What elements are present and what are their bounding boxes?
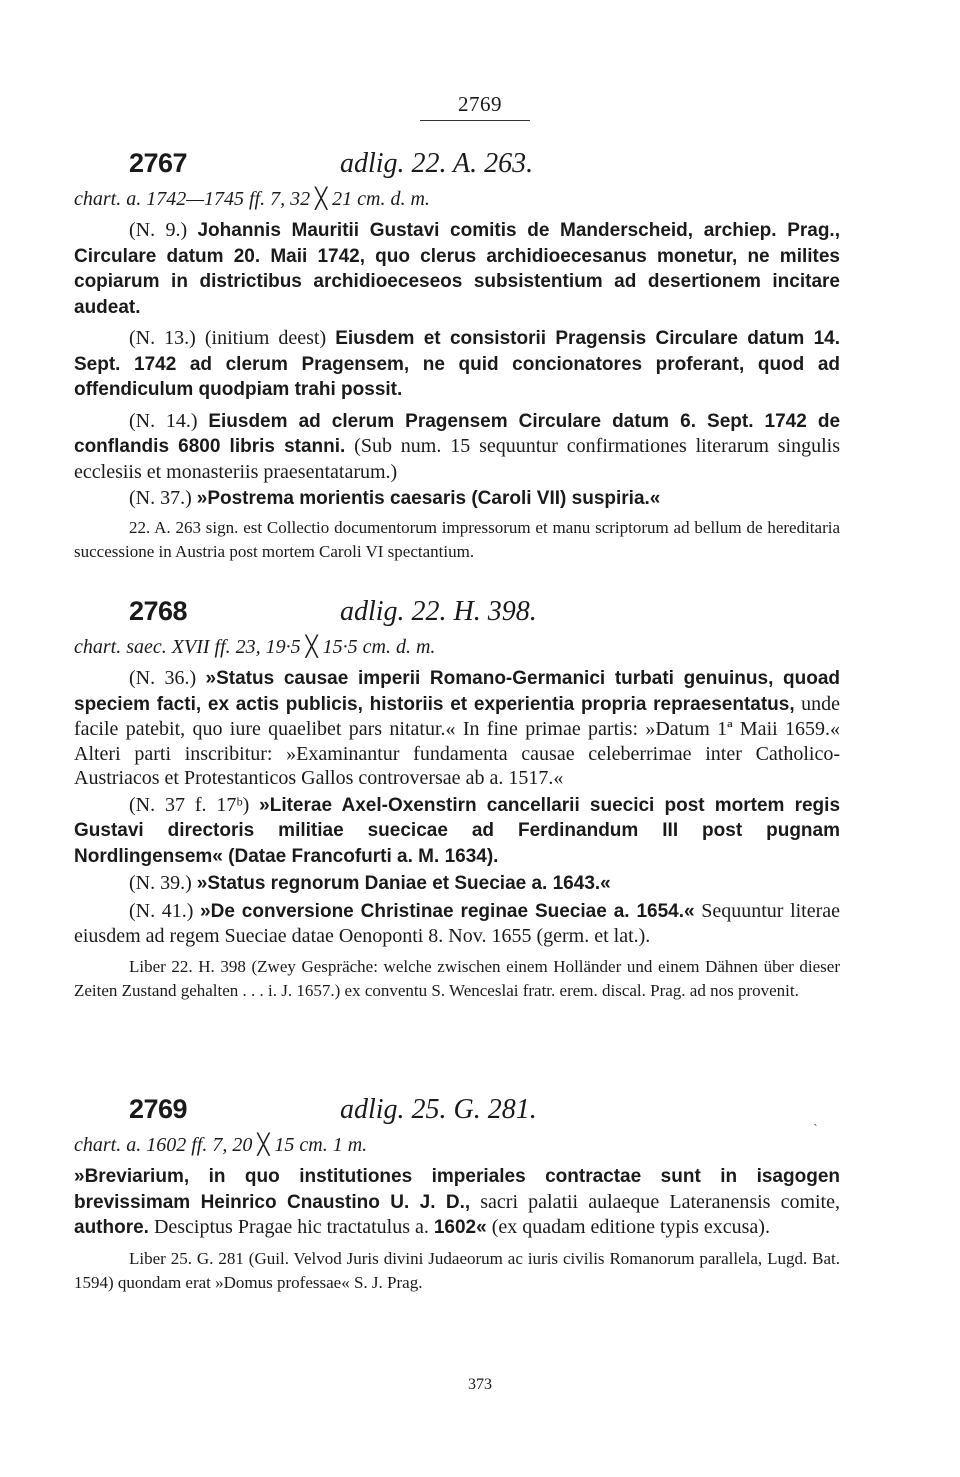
body-year: 1602« [433, 1217, 487, 1238]
entry-physical-description: chart. a. 1602 ff. 7, 20 ╳ 15 cm. 1 m. [74, 1134, 368, 1156]
entry-body [74, 1164, 840, 1241]
entry-signature: adlig. 25. G. 281. [340, 1094, 537, 1125]
item-title: »Literae Axel-Oxenstirn cancellarii suecici post mortem regis Gustavi directoris militiae suecicae ad Ferdinandum III post pugnam Nordlingensem« (Datae Francofurti a. M. 1634). [74, 794, 841, 867]
entry-signature: adlig. 22. H. 398. [340, 596, 537, 627]
item-text: (Sub num. 15 sequuntur confirmationes literarum singulis ecclesiis et monasteriis praesentatarum.) [74, 435, 841, 483]
entry-2769 [74, 1094, 840, 1295]
entry-item [74, 899, 840, 949]
entry-number: 2768 [129, 596, 188, 626]
body-text: Desciptus Pragae hic tractatulus a. [153, 1216, 429, 1238]
entry-item [74, 793, 840, 870]
entry-2768 [74, 596, 840, 1003]
item-title: »Status causae imperii Romano-Germanici turbati genuinus, quoad speciem facti, ex actis publicis, historiis et experientia propria repraesentatus, [74, 668, 840, 715]
entry-item [74, 409, 840, 485]
item-text: Sequuntur literae eiusdem ad regem Sueciae datae Oenoponti 8. Nov. 1655 (germ. et lat.). [74, 899, 841, 947]
entry-number: 2769 [129, 1094, 188, 1124]
page-number: 373 [468, 1376, 492, 1393]
item-ref: (N. 36.) [129, 667, 197, 689]
item-ref: (N. 9.) [129, 219, 188, 241]
item-title: »De conversione Christinae reginae Sueciae a. 1654.« [200, 900, 695, 922]
entry-note: Liber 25. G. 281 (Guil. Velvod Juris divini Judaeorum ac iuris civilis Romanorum parallela, Lugd. Bat. 1594) quondam erat »Domus professae« S. J. Prag. [74, 1248, 840, 1292]
entry-item [74, 486, 840, 512]
entry-2767 [74, 148, 840, 564]
entry-physical-description: chart. saec. XVII ff. 23, 19·5 ╳ 15·5 cm. d. m. [74, 636, 436, 658]
entry-item [74, 326, 840, 403]
entry-heading [74, 596, 840, 632]
running-head-rule [420, 120, 530, 121]
item-ref: (N. 41.) [129, 899, 194, 922]
running-head: 2769 [458, 92, 502, 116]
body-title: »Breviarium, in quo institutiones imperiales contractae sunt in isagogen brevissimam Heinrico Cnaustino U. J. D., [74, 1166, 840, 1213]
entry-signature: adlig. 22. A. 263. [340, 148, 534, 179]
body-author-label: authore. [74, 1217, 149, 1238]
entry-note: 22. A. 263 sign. est Collectio documentorum impressorum et manu scriptorum ad bellum de hereditaria successione in Austria post mortem Caroli VI spectantium. [74, 517, 840, 561]
item-title: Johannis Mauritii Gustavi comitis de Manderscheid, archiep. Prag., Circulare datum 20. Maii 1742, quo clerus archidioecesanus monetur, ne milites copiarum in districtibus archidioeceseos subsistentium ad desertionem incitare audeat. [74, 220, 840, 318]
entry-physical-description: chart. a. 1742—1745 ff. 7, 32 ╳ 21 cm. d. m. [74, 188, 430, 210]
body-text: sacri palatii aulaeque Lateranensis comite, [480, 1190, 840, 1213]
stray-pen-mark: ˏ [813, 1112, 818, 1127]
entry-item [74, 218, 840, 320]
entry-number: 2767 [129, 148, 188, 178]
item-text: unde facile patebit, quo iure quaelibet pars nitatur.« In fine primae partis: »Datum 1ª Maii 1659.« Alteri parti inscribitur: »Examinantur fundamenta causae celeberrimae inter Catholico-Austriacos et Protestanticos Gallos controversae ab a. 1517.« [74, 692, 840, 789]
item-title: »Postrema morientis caesaris (Caroli VII) suspiria.« [196, 488, 661, 509]
item-title: Eiusdem ad clerum Pragensem Circulare datum 6. Sept. 1742 de conflandis 6800 libris stanni. [74, 410, 841, 457]
body-text: (ex quadam editione typis excusa). [491, 1216, 770, 1238]
item-ref: (N. 39.) [129, 872, 192, 894]
item-ref: (N. 13.) (initium deest) [129, 327, 327, 349]
entry-heading [74, 1094, 840, 1130]
item-title: »Status regnorum Daniae et Sueciae a. 1643.« [196, 873, 611, 894]
item-ref: (N. 37 f. 17ᵇ) [129, 793, 250, 816]
entry-item [74, 666, 840, 791]
entry-item [74, 871, 840, 897]
item-ref: (N. 37.) [129, 487, 192, 509]
item-title: Eiusdem et consistorii Pragensis Circulare datum 14. Sept. 1742 ad clerum Pragensem, ne quid concionatores proferant, quod ad offendiculum quodpiam trahi possit. [74, 328, 840, 400]
entry-heading [74, 148, 840, 184]
entry-note: Liber 22. H. 398 (Zwey Gespräche: welche zwischen einem Holländer und einem Dähnen über dieser Zeiten Zustand gehalten . . . i. J. 1657.) ex conventu S. Wenceslai fratr. erem. discal. Prag. ad nos provenit. [74, 956, 840, 1000]
item-ref: (N. 14.) [129, 409, 198, 432]
